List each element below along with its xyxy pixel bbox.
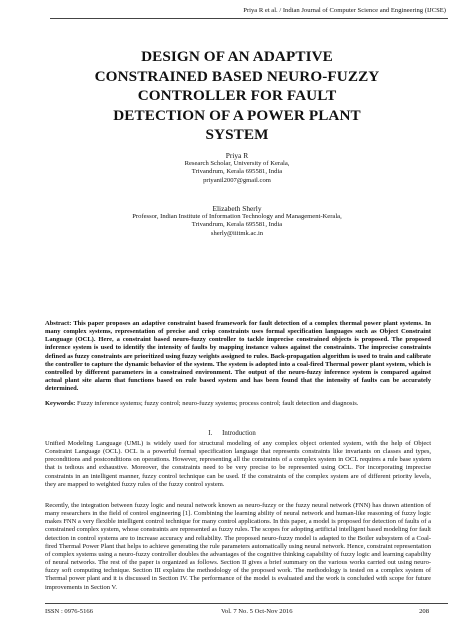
author-affiliation: Trivandrum, Kerala 695581, India <box>191 168 283 176</box>
section-number: I. <box>208 430 213 437</box>
title-line: CONSTRAINED BASED NEURO-FUZZY <box>94 67 380 85</box>
author-affiliation: Professor, Indian Institute of Information Technology and Management-Kerala, <box>132 213 342 221</box>
footer-volume: Vol. 7 No. 5 Oct-Nov 2016 <box>221 608 293 615</box>
author-affiliation: Trivandrum, Kerala 695581, India <box>191 221 283 229</box>
author-block-1 <box>0 152 474 185</box>
author-email: priyanil2007@gmail.com <box>203 176 271 184</box>
body-paragraph: Recently, the integration between fuzzy logic and neural network known as neuro-fuzzy or the fuzzy neural network (FNN) has drawn attention of many researchers in the field of control engineering [1]. Combining the learning ability of neural network and human-like reasoning of fuzzy logic makes FNN a very flexible intelligent control technique for many control applications. In this paper, a model is proposed for detection of faults of a constrained complex system, whose constraints are represented as fuzzy rules. The scopes for adopting artificial intelligent based modeling for fault detection in control systems are to increase accuracy and reliability. The proposed neuro-fuzzy model is adapted to the Boiler subsystem of a Coal-fired Thermal Power Plant that helps to achieve generating the rule parameters automatically using neural network. Hence, constraint representation of complex systems using a neuro-fuzzy controller doubles the advantages of the cognitive thinking capability of fuzzy logic and learning capability of neural networks. The rest of the paper is organized as follows. Section II gives a brief summary on the various works carried out using neuro-fuzzy soft computing technique. Section III explains the methodology of the proposed work. The methodology is tested on a complex system of Thermal power plant and it is discussed in Section IV. The performance of the model is evaluated and the work is concluded with scope for future improvements in Section V. <box>45 502 431 591</box>
author-affiliation: Research Scholar, University of Kerala, <box>184 160 290 168</box>
author-email: sherly@iiitmk.ac.in <box>210 229 264 237</box>
keywords-text: Fuzzy inference systems; fuzzy control; neuro-fuzzy systems; process control; fault detection and diagnosis. <box>75 400 359 407</box>
footer-divider <box>45 603 448 604</box>
author-name: Priya R <box>225 151 249 160</box>
abstract: Abstract: This paper proposes an adaptive constraint based framework for fault detection of a complex thermal power plant systems. In many complex systems, representation of precise and crisp constraints uses formal specification languages such as Object Constraint Language (OCL). Here, a constraint based neuro-fuzzy controller to tackle imprecise constrained objects is proposed. The proposed inference system is used to identify the intensity of faults by mapping instance values against the constraints. The imprecise constraints defined as fuzzy constraints are prioritized using fuzzy weights assigned to rules. Back-propagation algorithm is used to train and calibrate the controller to capture the dynamic behavior of the system. The system is adopted into a coal-fired Thermal power plant system, which is controlled by different parameters in a constrained environment. The output of the neuro-fuzzy inference system is compared against actual plant site alarm that functions based on rule based system and has been found that the intensity of faults can be accurately determined. <box>45 320 431 393</box>
header-divider <box>50 18 448 19</box>
page-number: 208 <box>419 608 429 615</box>
author-block-2 <box>0 205 474 238</box>
body-paragraph: Unified Modeling Language (UML) is widely used for structural modeling of any complex object oriented system, with the help of Object Constraint Language (OCL). OCL is a powerful formal specification language that represents constraints like invariants on classes and types, preconditions and postconditions on operations. However, representing all the constraints of a complex system in OCL requires a rule base system that is tedious and exhaustive. Moreover, the constraints need to be very precise to be represented using OCL. For incorporating imprecise constraints in an intelligent manner, fuzzy control technique can be used. If the constraints of the complex system are of different priority levels, they are mapped to weighted fuzzy rules of the fuzzy control system. <box>45 440 431 488</box>
section-title: Introduction <box>222 430 256 437</box>
section-heading <box>0 430 474 437</box>
paper-title <box>40 47 434 145</box>
keywords-label: Keywords: <box>45 400 76 407</box>
title-line: CONTROLLER FOR FAULT <box>137 87 337 105</box>
title-line: SYSTEM <box>205 126 269 144</box>
running-head: Priya R et al. / Indian Journal of Computer Science and Engineering (IJCSE) <box>243 7 446 14</box>
title-line: DESIGN OF AN ADAPTIVE <box>141 48 333 65</box>
title-line: DETECTION OF A POWER PLANT <box>113 106 361 124</box>
footer-issn: ISSN : 0976-5166 <box>45 608 93 615</box>
keywords <box>45 400 431 408</box>
author-name: Elizabeth Sherly <box>212 204 262 213</box>
